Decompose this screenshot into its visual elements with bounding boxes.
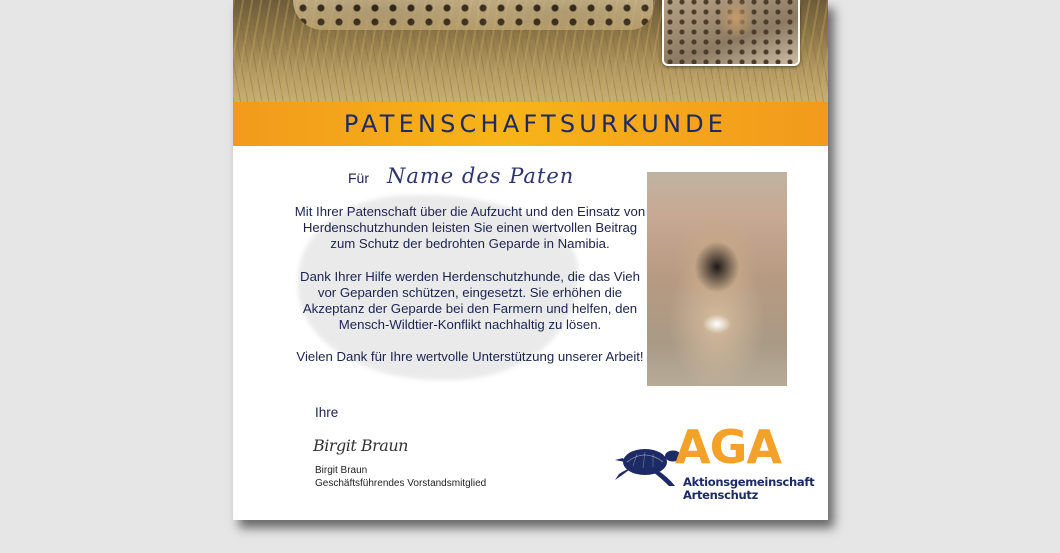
certificate-title: PATENSCHAFTSURKUNDE: [343, 110, 728, 138]
handwritten-signature: Birgit Braun: [313, 436, 408, 455]
for-label: Für: [348, 170, 369, 186]
logo-name-line2: Artenschutz: [683, 488, 758, 502]
cheetah-cub-inset-photo: [662, 0, 800, 66]
paragraph-2: Dank Ihrer Hilfe werden Herdenschutzhunde, die das Vieh vor Geparden schützen, eingesetzt. Sie erhöhen die Akzeptanz der Geparde bei den Farmern und helfen, den Mensch-Wildtier-Konflikt nachhaltig zu lösen.: [300, 268, 640, 333]
cheetah-body: [293, 0, 653, 30]
signer-name: Birgit Braun: [315, 465, 368, 476]
certificate-body: [293, 204, 647, 382]
puppy-photo: [647, 172, 787, 386]
header-cheetah-photo: [233, 0, 828, 102]
closing-text: Ihre: [315, 405, 339, 420]
sponsor-line: [348, 164, 574, 192]
title-band: [233, 102, 828, 146]
aga-logo: [615, 420, 815, 503]
sponsor-name-field: Name des Paten: [387, 164, 575, 188]
logo-acronym: AGA: [675, 420, 781, 474]
signer-role: Geschäftsführendes Vorstandsmitglied: [315, 478, 487, 489]
logo-name-line1: Aktionsgemeinschaft: [683, 475, 815, 489]
certificate-page: [233, 0, 828, 520]
paragraph-3: Vielen Dank für Ihre wertvolle Unterstützung unserer Arbeit!: [296, 349, 644, 365]
paragraph-1: Mit Ihrer Patenschaft über die Aufzucht und den Einsatz von Herdenschutzhunden leisten Sie einen wertvollen Beitrag zum Schutz der bedrohten Geparde in Namibia.: [294, 204, 646, 252]
